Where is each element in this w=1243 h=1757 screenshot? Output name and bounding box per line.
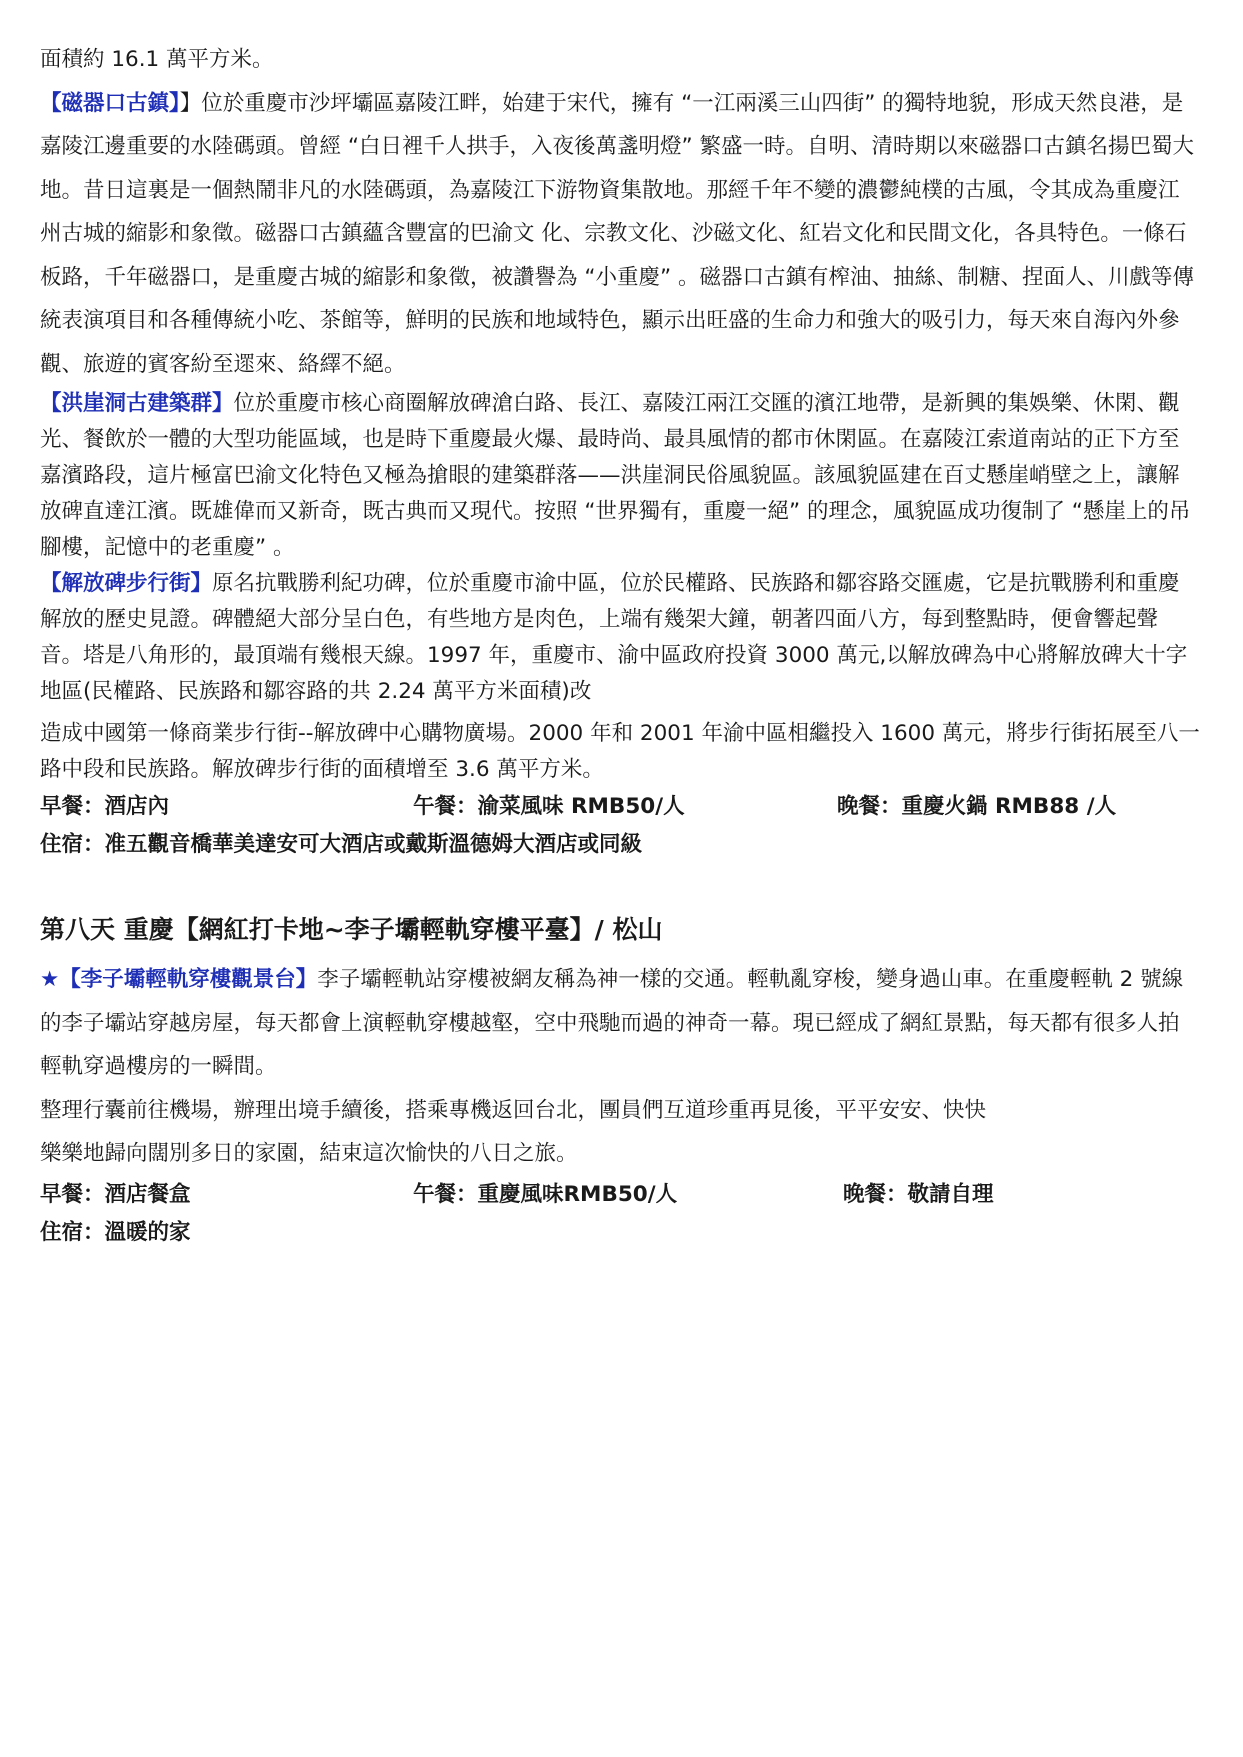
jiefangbei-heading: 【解放碑步行街】 bbox=[40, 571, 213, 596]
day8-dinner: 晚餐：敬請自理 bbox=[843, 1181, 994, 1207]
return-text bbox=[40, 1089, 1200, 1176]
intro-text bbox=[40, 38, 1200, 82]
day7-lodging: 住宿：准五觀音橋華美達安可大酒店或戴斯溫德姆大酒店或同級 bbox=[40, 832, 643, 857]
hongyadong-heading: 【洪崖洞古建築群】 bbox=[40, 391, 234, 416]
day7-meals bbox=[40, 788, 1200, 826]
ciqikou-body: 】位於重慶市沙坪壩區嘉陵江畔，始建于宋代，擁有 “一江兩溪三山四街” 的獨特地貌，形成天然良港，是嘉陵江邊重要的水陸碼頭。曾經 “白日裡千人拱手，入夜後萬盞明燈” 繁盛一時。自明、清時期以來磁器口古鎮名揚巴蜀大地。昔日這裏是一個熱鬧非凡的水陸碼頭，為嘉陵江下游物資集散地。那經千年不變的濃鬱純樸的古風，令其成為重慶江州古城的縮影和象徵。磁器口古鎮蘊含豐富的巴渝文 化、宗教文化、沙磁文化、紅岩文化和民間文化，各具特色。一條石板路，千年磁器口，是重慶古城的縮影和象徵，被讚譽為 “小重慶” 。磁器口古鎮有榨油、抽絲、制糖、捏面人、川戲等傳統表演項目和各種傳統小吃、茶館等，鮮明的民族和地域特色，顯示出旺盛的生命力和強大的吸引力，每天來自海內外參觀、旅遊的賓客紛至遝來、絡繹不絕。 bbox=[40, 90, 1194, 377]
jiefangbei-section-continued bbox=[40, 716, 1200, 788]
return-line-2: 樂樂地歸向闊別多日的家園，結束這次愉快的八日之旅。 bbox=[40, 1141, 578, 1166]
jiefangbei-section bbox=[40, 566, 1200, 710]
itinerary-page bbox=[40, 38, 1200, 1252]
ciqikou-section bbox=[40, 82, 1200, 387]
day7-dinner: 晚餐：重慶火鍋 RMB88 /人 bbox=[837, 794, 1117, 819]
day7-breakfast: 早餐：酒店內 bbox=[40, 794, 170, 819]
day8-lodging: 住宿：溫暖的家 bbox=[40, 1219, 191, 1245]
liziba-body: 李子壩輕軌站穿樓被網友稱為神一樣的交通。輕軌亂穿梭，變身過山車。在重慶輕軌 2 號線的李子壩站穿越房屋，每天都會上演輕軌穿樓越壑，空中飛馳而過的神奇一幕。現已經成了網紅景點，每天都有很多人拍輕軌穿過樓房的一瞬間。 bbox=[40, 967, 1184, 1079]
day8-lunch: 午餐：重慶風味RMB50/人 bbox=[413, 1181, 678, 1207]
hongyadong-section bbox=[40, 386, 1200, 566]
liziba-heading: ★【李子壩輕軌穿樓觀景台】 bbox=[40, 967, 318, 992]
intro-text-content: 面積約 16.1 萬平方米。 bbox=[40, 47, 274, 72]
ciqikou-heading: 【磁器口古鎮】 bbox=[40, 90, 180, 116]
day7-lunch: 午餐：渝菜風味 RMB50/人 bbox=[413, 794, 685, 819]
jiefangbei-body: 原名抗戰勝利紀功碑，位於重慶市渝中區，位於民權路、民族路和鄒容路交匯處，它是抗戰勝利和重慶解放的歷史見證。碑體絕大部分呈白色，有些地方是肉色，上端有幾架大鐘，朝著四面八方，每到整點時，便會響起聲音。塔是八角形的，最頂端有幾根天線。1997 年，重慶市、渝中區政府投資 3000 萬元,以解放碑為中心將解放碑大十字地區(民權路、民族路和鄒容路的共 2.24 萬平方米面積)改 bbox=[40, 571, 1188, 704]
day8-breakfast: 早餐：酒店餐盒 bbox=[40, 1181, 191, 1207]
liziba-section bbox=[40, 958, 1200, 1089]
day8-meals bbox=[40, 1176, 1200, 1214]
return-line-1: 整理行囊前往機場，辦理出境手續後，搭乘專機返回台北，團員們互道珍重再見後，平平安安、快快 bbox=[40, 1097, 987, 1123]
jiefangbei-body-continued: 造成中國第一條商業步行街--解放碑中心購物廣場。2000 年和 2001 年渝中區相繼投入 1600 萬元，將步行街拓展至八一路中段和民族路。解放碑步行街的面積增至 3.6 萬平方米。 bbox=[40, 721, 1200, 782]
day8-title: 第八天 重慶【網紅打卡地~李子壩輕軌穿樓平臺】/ 松山 bbox=[40, 915, 663, 944]
hongyadong-body: 位於重慶市核心商圈解放碑滄白路、長江、嘉陵江兩江交匯的濱江地帶，是新興的集娛樂、休閑、觀光、餐飲於一體的大型功能區域，也是時下重慶最火爆、最時尚、最具風情的都市休閑區。在嘉陵江索道南站的正下方至嘉濱路段，這片極富巴渝文化特色又極為搶眼的建築群落——洪崖洞民俗風貌區。該風貌區建在百丈懸崖峭壁之上，讓解放碑直達江濱。既雄偉而又新奇，既古典而又現代。按照 “世界獨有，重慶一絕” 的理念，風貌區成功復制了 “懸崖上的吊腳樓，記憶中的老重慶” 。 bbox=[40, 391, 1191, 560]
